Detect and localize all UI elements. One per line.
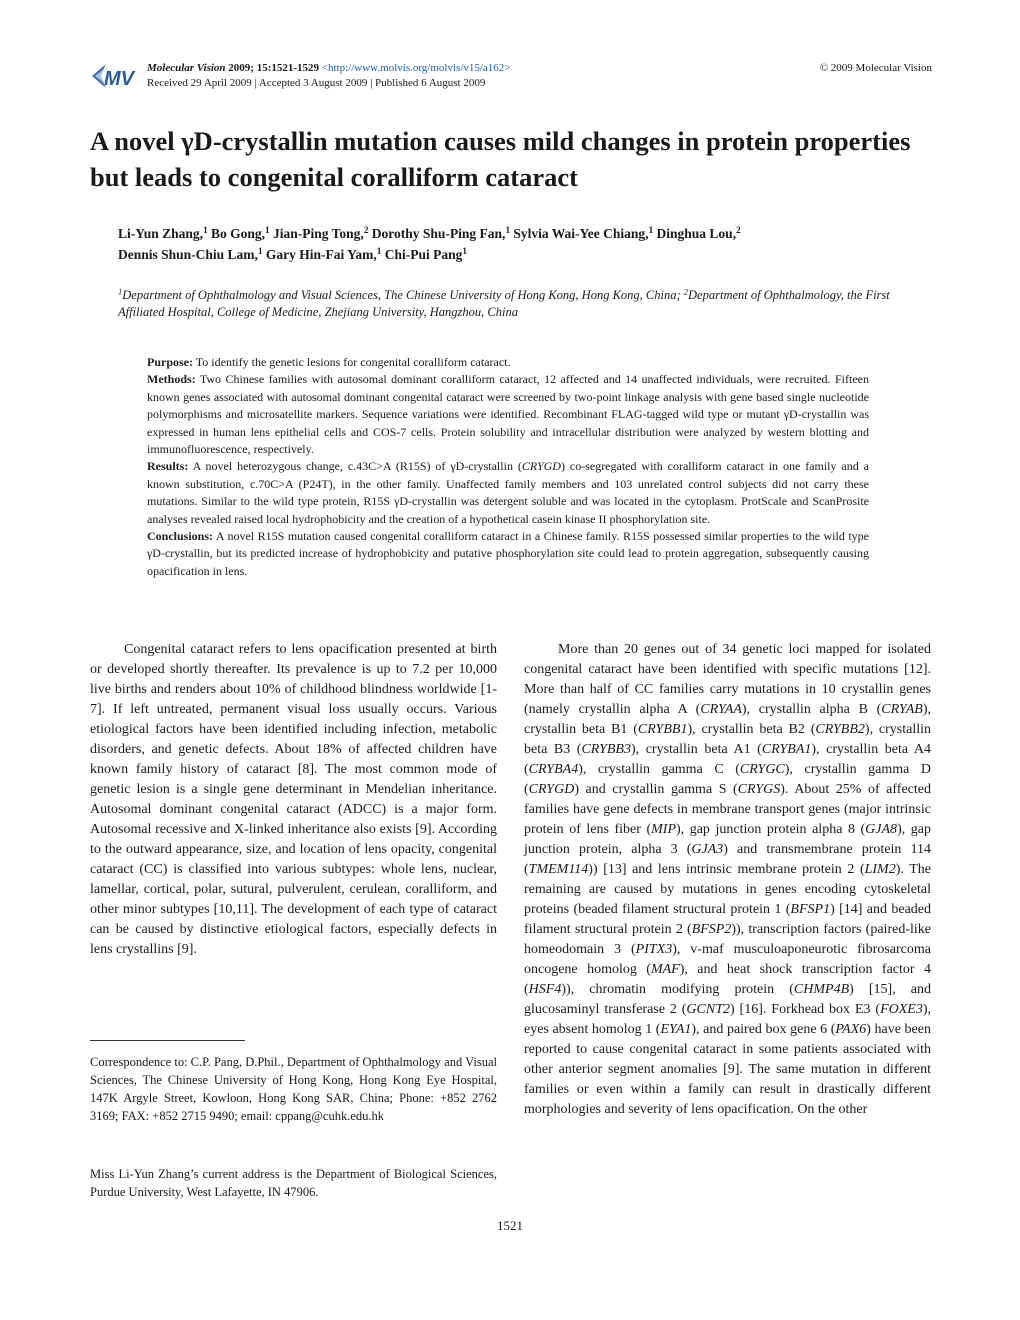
- author: Dorothy Shu-Ping Fan,$^1$: [371, 224, 511, 241]
- affiliations: $^1$Department of Ophthalmology and Visual Sciences, The Chinese University of Hong Kong, Hong Kong, China; $^2$Department of Ophthalmology, the First Affiliated Hospital, College of Medicine, Zhejiang University, Hangzhou, China: [118, 286, 890, 319]
- footnote-divider: [90, 1040, 245, 1041]
- abstract-conclusions: Conclusions: A novel R15S mutation caused congenital coralliform cataract in a Chinese family. R15S possessed similar properties to the wild type γD-crystallin, but its predicted increase of hydrophobicity and putative phosphorylation site could lead to protein aggregation, subsequently causing opacification in lens.: [147, 529, 870, 578]
- abstract-purpose: Purpose: To identify the genetic lesions for congenital coralliform cataract.: [147, 355, 511, 369]
- author: Dennis Shun-Chiu Lam,$^1$: [118, 245, 263, 262]
- author: Dinghua Lou,$^2$: [656, 224, 741, 241]
- abstract: [147, 354, 869, 580]
- correspondence-footnote: Correspondence to: C.P. Pang, D.Phil., Department of Ophthalmology and Visual Sciences, The Chinese University of Hong Kong, Hong Kong Eye Hospital, 147K Argyle Street, Kowloon, Hong Kong SAR, China; Phone: +852 2762 3169; FAX: +852 2715 9490; email: cppang@cuhk.edu.hk: [90, 1055, 497, 1123]
- author: Chi-Pui Pang$^1$: [384, 245, 467, 262]
- journal-year-volume: 2009; 15:1521-1529: [228, 62, 320, 74]
- author: Bo Gong,$^1$: [211, 224, 270, 241]
- article-url-link[interactable]: <http://www.molvis.org/molvis/v15/a162>: [321, 62, 511, 74]
- body-paragraph: More than 20 genes out of 34 genetic loci mapped for isolated congenital cataract have been identified with specific mutations [12]. More than half of CC families carry mutations in 10 crystallin genes (namely crystallin alpha A (CRYAA), crystallin alpha B (CRYAB), crystallin beta B1 (CRYBB1), crystallin beta B2 (CRYBB2), crystallin beta B3 (CRYBB3), crystallin beta A1 (CRYBA1), crystallin beta A4 (CRYBA4), crystallin gamma C (CRYGC), crystallin gamma D (CRYGD) and crystallin gamma S (CRYGS). About 25% of affected families have gene defects in membrane transport genes (major intrinsic protein of lens fiber (MIP), gap junction protein alpha 8 (GJA8), gap junction protein, alpha 3 (GJA3) and transmembrane protein 114 (TMEM114)) [13] and lens intrinsic membrane protein 2 (LIM2). The remaining are caused by mutations in genes encoding cytoskeletal proteins (beaded filament structural protein 1 (BFSP1) [14] and beaded filament structural protein 2 (BFSP2)), transcription factors (paired-like homeodomain 3 (PITX3), v-maf musculoaponeurotic fibrosarcoma oncogene homolog (MAF), and heat shock transcription factor 4 (HSF4)), chromatin modifying protein (CHMP4B) [15], and glucosaminyl transferase 2 (GCNT2) [16]. Forkhead box E3 (FOXE3), eyes absent homolog 1 (EYA1), and paired box gene 6 (PAX6) have been reported to cause congenital cataract in some patients associated with other anterior segment anomalies [9]. The same mutation in different families or even within a family can result in drastically different morphologies and severity of lens opacification. On the other: [524, 642, 932, 1117]
- copyright: © 2009 Molecular Vision: [819, 62, 932, 74]
- author: Jian-Ping Tong,$^2$: [273, 224, 369, 241]
- journal-header: [147, 61, 932, 75]
- page-number: 1521: [497, 1218, 523, 1233]
- body-left-column: [90, 640, 497, 960]
- author: Li-Yun Zhang,$^1$: [118, 224, 208, 241]
- journal-name: Molecular Vision: [147, 62, 226, 74]
- author: Gary Hin-Fai Yam,$^1$: [265, 245, 382, 262]
- address-footnote: Miss Li-Yun Zhang’s current address is the Department of Biological Sciences, Purdue University, West Lafayette, IN 47906.: [90, 1167, 497, 1199]
- article-title: A novel γD-crystallin mutation causes mild changes in protein properties but leads to congenital coralliform cataract: [90, 126, 911, 192]
- body-paragraph: Congenital cataract refers to lens opacification presented at birth or developed shortly thereafter. Its prevalence is up to 7.2 per 10,000 live births and renders about 10% of childhood blindness worldwide [1-7]. If left untreated, permanent visual loss usually occurs. Various etiological factors have been identified including infection, metabolic disorders, and genetic defects. About 18% of affected children have known family history of cataract [8]. The most common mode of genetic lesion is a single gene determinant in Mendelian inheritance. Autosomal dominant congenital cataract (ADCC) is a major form. Autosomal recessive and X-linked inheritance also exists [9]. According to the outward appearance, size, and location of lens opacity, congenital cataract (CC) is classified into various subtypes: whole lens, nuclear, lamellar, cortical, polar, sutural, pulverulent, cerulean, coralliform, and other minor subtypes [10,11]. The development of each type of cataract can be caused by distinctive etiological factors, especially defects in lens crystallins [9].: [90, 642, 497, 957]
- author: Sylvia Wai-Yee Chiang,$^1$: [513, 224, 654, 241]
- body-right-column: [524, 640, 931, 1120]
- abstract-methods: Methods: Two Chinese families with autosomal dominant coralliform cataract, 12 affected and 14 unaffected individuals, were recruited. Fifteen known genes associated with autosomal dominant congenital cataract were screened by two-point linkage analysis with gene based single nucleotide polymorphisms and microsatellite markers. Sequence variations were identified. Recombinant FLAG-tagged wild type or mutant γD-crystallin was expressed in human lens epithelial cells and COS-7 cells. Protein solubility and intracellular distribution were analyzed by western blotting and immunofluorescence, respectively.: [147, 372, 869, 457]
- molecular-vision-logo-icon: [90, 60, 138, 94]
- abstract-results: Results: A novel heterozygous change, c.43C>A (R15S) of γD-crystallin (CRYGD) co-segregated with coralliform cataract in one family and a known substitution, c.70C>A (P24T), in the other family. Unaffected family members and 103 unrelated control subjects did not carry these mutations. Similar to the wild type protein, R15S γD-crystallin was detergent soluble and was located in the cytoplasm. ProtScale and ScanProsite analyses revealed raised local hydrophobicity and the creation of a hypothetical casein kinase II phosphorylation site.: [147, 459, 869, 526]
- article-dates: Received 29 April 2009 | Accepted 3 August 2009 | Published 6 August 2009: [147, 77, 486, 89]
- author-list: [118, 223, 938, 265]
- logo-text: MV: [104, 68, 134, 90]
